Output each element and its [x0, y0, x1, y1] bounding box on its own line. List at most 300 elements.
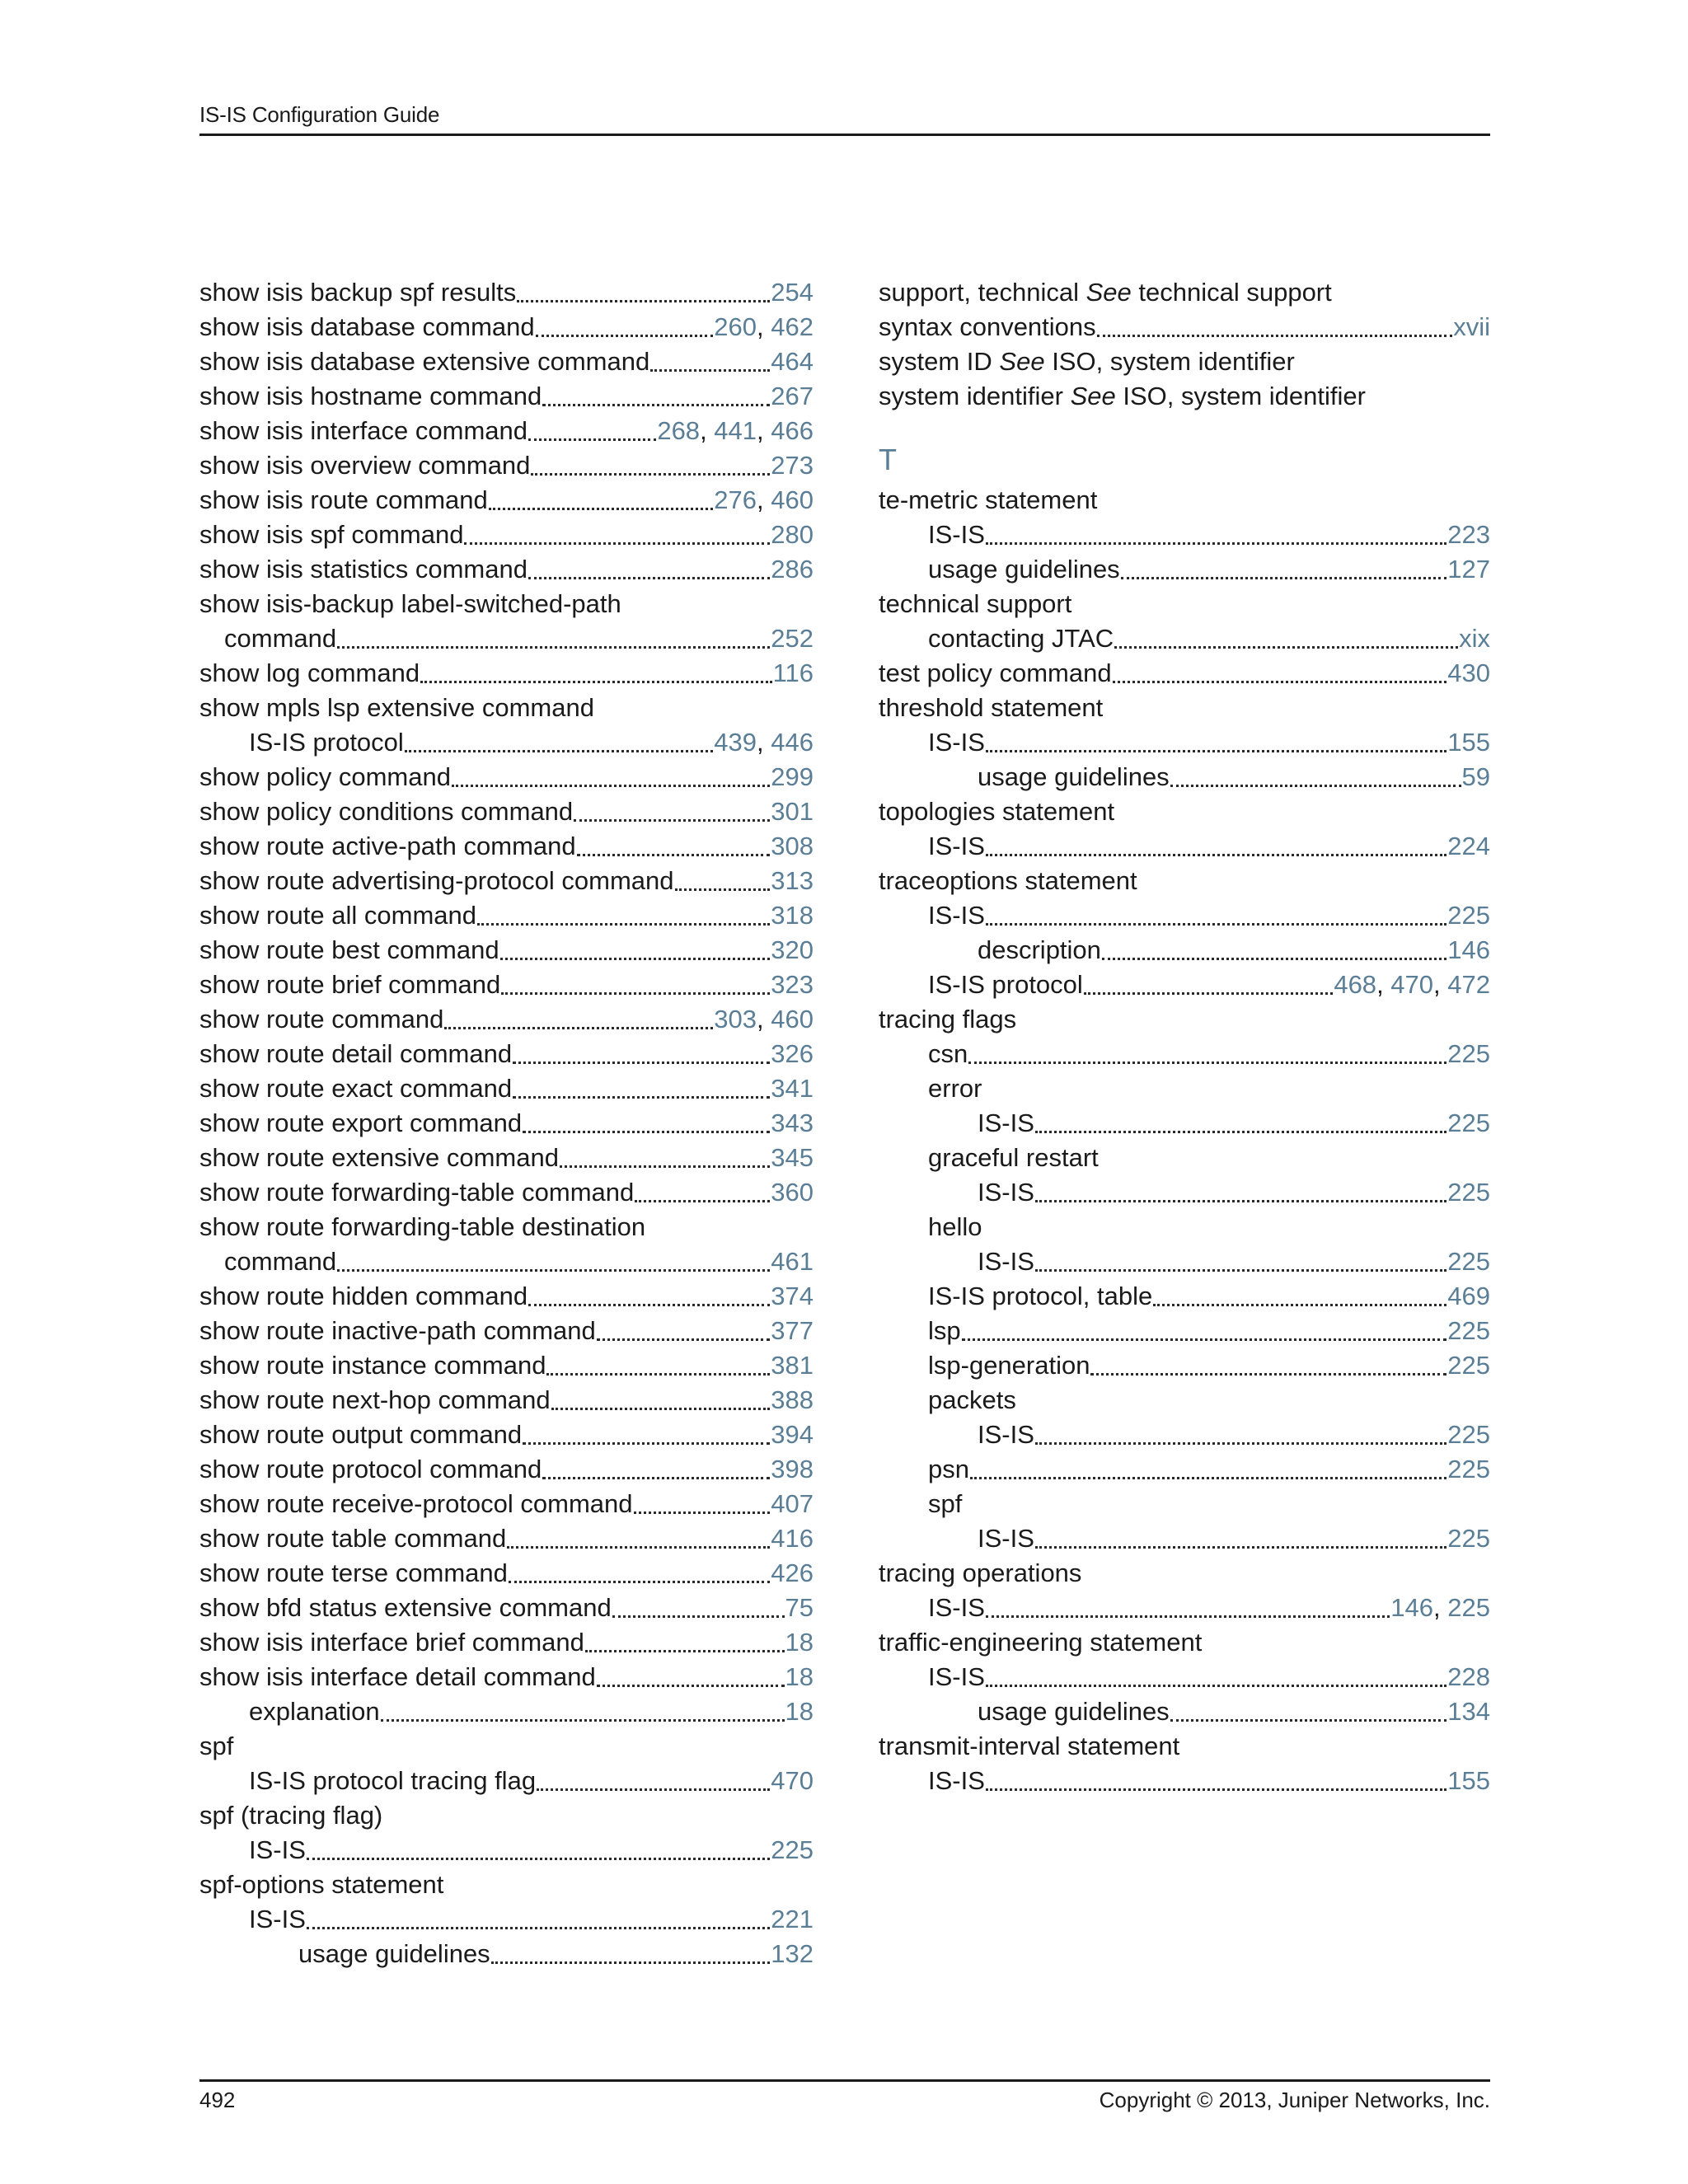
page-references — [785, 1625, 814, 1660]
index-entry-label: syntax conventions — [879, 312, 1096, 341]
page-references — [771, 1383, 814, 1418]
dot-leader — [597, 1338, 771, 1341]
index-entry-label: show route all command — [199, 901, 476, 930]
index-entry-label: show isis interface detail command — [199, 1662, 596, 1691]
running-header-title: IS-IS Configuration Guide — [199, 102, 440, 127]
index-entry-label: IS-IS protocol tracing flag — [249, 1766, 537, 1795]
page-link[interactable]: 268 — [657, 416, 701, 445]
dot-leader — [970, 1477, 1447, 1479]
index-entry — [199, 760, 814, 794]
dot-leader — [500, 958, 771, 960]
index-entry-label: system ID See ISO, system identifier — [879, 347, 1295, 376]
page-references — [771, 1521, 814, 1556]
dot-leader — [513, 1062, 770, 1064]
dot-leader — [528, 438, 656, 441]
page-link[interactable]: 146 — [1390, 1593, 1434, 1622]
index-entry-label: IS-IS — [978, 1178, 1034, 1207]
dot-leader — [501, 992, 770, 995]
index-entry-label: show mpls lsp extensive command — [199, 693, 594, 722]
page-link[interactable]: 221 — [771, 1905, 814, 1933]
index-entry-label: IS-IS — [249, 1905, 306, 1933]
page-link[interactable]: 225 — [1447, 1351, 1490, 1380]
page-link[interactable]: 276 — [714, 485, 757, 514]
page-link[interactable]: 460 — [771, 485, 814, 514]
index-entry-label: IS-IS — [249, 1835, 306, 1864]
index-entry-label: show route forwarding-table command — [199, 1178, 635, 1207]
dot-leader — [507, 1546, 770, 1549]
dot-leader — [1114, 646, 1458, 649]
page-references — [771, 379, 814, 414]
index-entry — [879, 552, 1490, 587]
index-entry — [199, 1348, 814, 1383]
index-entry-label: show route receive-protocol command — [199, 1489, 633, 1518]
index-entry — [199, 864, 814, 898]
index-entry-label: IS-IS — [978, 1247, 1034, 1276]
page-link[interactable]: 280 — [771, 520, 814, 549]
page-references — [771, 344, 814, 379]
page-references — [1447, 552, 1490, 587]
index-entry-label: show isis statistics command — [199, 555, 528, 583]
index-entry-label: csn — [928, 1039, 968, 1068]
see-reference: See — [1070, 382, 1116, 410]
page-link[interactable]: 303 — [714, 1005, 757, 1033]
page-references — [1447, 1037, 1490, 1071]
page-link[interactable]: 313 — [771, 866, 814, 895]
dot-leader — [635, 1200, 770, 1202]
page-link[interactable]: 116 — [772, 658, 814, 687]
index-entry — [879, 1244, 1490, 1279]
page-link[interactable]: 374 — [771, 1282, 814, 1310]
index-entry — [199, 1002, 814, 1037]
page-link[interactable]: 59 — [1461, 762, 1490, 791]
dot-leader — [523, 1131, 770, 1133]
index-entry — [879, 1591, 1490, 1625]
page-link[interactable]: 320 — [771, 935, 814, 964]
see-reference: See — [1085, 278, 1132, 307]
dot-leader — [574, 819, 770, 822]
page-link[interactable]: 146 — [1447, 935, 1490, 964]
dot-leader — [1035, 1442, 1447, 1445]
index-entry-label: show route detail command — [199, 1039, 513, 1068]
page-link[interactable]: 388 — [771, 1385, 814, 1414]
page-link[interactable]: 225 — [1447, 1247, 1490, 1276]
index-entry-label: show route advertising-protocol command — [199, 866, 674, 895]
page-link[interactable]: 225 — [1447, 1455, 1490, 1483]
page-references — [1447, 829, 1490, 864]
index-entry-label: show route hidden command — [199, 1282, 528, 1310]
page-references — [1447, 1452, 1490, 1487]
page-link[interactable]: 377 — [771, 1316, 814, 1345]
page-references: 439, 446 — [714, 728, 814, 757]
index-entry — [199, 1833, 814, 1868]
page-link[interactable]: 225 — [1447, 1039, 1490, 1068]
index-entry — [879, 518, 1490, 552]
page-references — [771, 1141, 814, 1175]
page-link[interactable]: 426 — [771, 1558, 814, 1587]
index-entry-label: show isis interface brief command — [199, 1628, 584, 1657]
page-references — [1447, 656, 1490, 691]
page-references — [1447, 1660, 1490, 1694]
page-references — [1447, 1348, 1490, 1383]
index-entry — [879, 1452, 1490, 1487]
dot-leader — [986, 854, 1447, 856]
page-references — [771, 760, 814, 794]
page-link[interactable]: 360 — [771, 1178, 814, 1207]
page-link[interactable]: 267 — [771, 382, 814, 410]
index-entry-label: lsp-generation — [928, 1351, 1090, 1380]
page-references — [1447, 1521, 1490, 1556]
index-entry — [199, 898, 814, 933]
index-entry — [879, 1071, 1490, 1106]
dot-leader — [381, 1719, 785, 1722]
index-entry-label: IS-IS — [928, 1766, 985, 1795]
index-entry — [879, 1487, 1490, 1521]
index-entry — [879, 1418, 1490, 1452]
page-references — [771, 864, 814, 898]
page-references — [771, 968, 814, 1002]
page-references — [771, 1348, 814, 1383]
index-entry — [199, 275, 814, 310]
index-entry-label: IS-IS protocol — [928, 970, 1083, 999]
page-link[interactable]: 225 — [1447, 1316, 1490, 1345]
index-entry-label: IS-IS protocol, table — [928, 1282, 1153, 1310]
dot-leader — [523, 1442, 770, 1445]
index-entry — [879, 829, 1490, 864]
dot-leader — [337, 1269, 770, 1272]
page-references — [771, 1037, 814, 1071]
index-entry-label: show isis-backup label-switched-path — [199, 589, 621, 618]
index-entry — [199, 379, 814, 414]
page-references — [771, 1556, 814, 1591]
index-entry — [199, 1521, 814, 1556]
index-entry-label: show isis interface command — [199, 416, 528, 445]
page-references — [1447, 1244, 1490, 1279]
index-entry — [879, 1660, 1490, 1694]
page-link[interactable]: 228 — [1447, 1662, 1490, 1691]
page-references — [1447, 725, 1490, 760]
page-references — [1447, 1764, 1490, 1798]
index-entry — [199, 1037, 814, 1071]
page-link[interactable]: 273 — [771, 451, 814, 480]
page-link[interactable]: 134 — [1447, 1697, 1490, 1726]
page-link[interactable]: 341 — [771, 1074, 814, 1103]
dot-leader — [464, 542, 770, 545]
index-entry — [879, 1383, 1490, 1418]
page-link[interactable]: 225 — [1447, 1593, 1490, 1622]
dot-leader — [675, 888, 771, 891]
page-link[interactable]: 155 — [1447, 728, 1490, 757]
index-entry-label: traffic-engineering statement — [879, 1628, 1203, 1657]
index-entry-label: IS-IS — [928, 1593, 985, 1622]
page-link[interactable]: 127 — [1447, 555, 1490, 583]
page-link[interactable]: 254 — [771, 278, 814, 307]
index-entry — [199, 587, 814, 621]
index-entry-label: spf (tracing flag) — [199, 1801, 383, 1830]
index-entry-label: support, technical See technical support — [879, 278, 1332, 307]
index-entry — [879, 621, 1490, 656]
page-link[interactable]: 18 — [785, 1662, 814, 1691]
page-link[interactable]: 225 — [1447, 1524, 1490, 1553]
page-references — [771, 1418, 814, 1452]
index-entry — [199, 621, 814, 656]
page-link[interactable]: 252 — [771, 624, 814, 653]
page-references — [773, 656, 814, 691]
index-entry-label: show route instance command — [199, 1351, 546, 1380]
page-references — [771, 518, 814, 552]
page-link[interactable]: 308 — [771, 832, 814, 860]
index-entry-label: show route active-path command — [199, 832, 576, 860]
page-references — [771, 794, 814, 829]
dot-leader — [513, 1096, 770, 1099]
index-entry — [199, 1314, 814, 1348]
page-references — [1447, 518, 1490, 552]
index-entry-label: show route command — [199, 1005, 444, 1033]
index-entry-label: show policy command — [199, 762, 451, 791]
page-link[interactable]: 407 — [771, 1489, 814, 1518]
page-link[interactable]: 225 — [1447, 1108, 1490, 1137]
index-entry — [199, 344, 814, 379]
index-entry — [879, 1141, 1490, 1175]
dot-leader — [489, 508, 714, 510]
dot-leader — [577, 854, 771, 856]
page-link[interactable]: 225 — [1447, 901, 1490, 930]
page-link[interactable]: 223 — [1447, 520, 1490, 549]
index-entry-label: packets — [928, 1385, 1016, 1414]
page-link[interactable]: 75 — [785, 1593, 814, 1622]
page-link[interactable]: 18 — [785, 1697, 814, 1726]
dot-leader — [986, 923, 1447, 926]
index-entry — [199, 968, 814, 1002]
index-entry-label: show isis route command — [199, 485, 488, 514]
dot-leader — [537, 1788, 770, 1791]
index-entry-label: IS-IS — [928, 1662, 985, 1691]
page-link[interactable]: 326 — [771, 1039, 814, 1068]
page-link[interactable]: 466 — [771, 416, 814, 445]
page-references — [771, 448, 814, 483]
page-references — [771, 1279, 814, 1314]
page-references — [1447, 1106, 1490, 1141]
page-link[interactable]: 225 — [1447, 1178, 1490, 1207]
index-entry — [879, 483, 1490, 518]
index-entry-label: usage guidelines — [298, 1939, 490, 1968]
dot-leader — [986, 1615, 1390, 1618]
page-link[interactable]: 460 — [771, 1005, 814, 1033]
index-entry-label: technical support — [879, 589, 1072, 618]
page-link[interactable]: 439 — [714, 728, 757, 757]
page-references — [785, 1660, 814, 1694]
page-link[interactable]: 299 — [771, 762, 814, 791]
page-references — [771, 621, 814, 656]
page-link[interactable]: 343 — [771, 1108, 814, 1137]
index-entry — [199, 1591, 814, 1625]
page-link[interactable]: 446 — [771, 728, 814, 757]
page-link[interactable]: xvii — [1453, 312, 1490, 341]
index-entry-label: show route best command — [199, 935, 499, 964]
index-entry — [199, 1175, 814, 1210]
index-entry — [879, 1348, 1490, 1383]
index-entry-label: show isis database extensive command — [199, 347, 650, 376]
index-entry — [879, 379, 1490, 414]
index-entry-label: show route export command — [199, 1108, 523, 1137]
index-entry — [199, 1279, 814, 1314]
page-references: 468, 470, 472 — [1334, 970, 1490, 999]
dot-leader — [634, 1511, 771, 1514]
index-entry-label: show route extensive command — [199, 1143, 559, 1172]
page-link[interactable]: 398 — [771, 1455, 814, 1483]
dot-leader — [1035, 1131, 1447, 1133]
dot-leader — [1170, 1719, 1447, 1722]
page-link[interactable]: 461 — [771, 1247, 814, 1276]
page-link[interactable]: 286 — [771, 555, 814, 583]
index-entry-label: IS-IS — [928, 520, 985, 549]
index-entry-label: IS-IS — [928, 728, 985, 757]
index-entry — [879, 1521, 1490, 1556]
page-link[interactable]: 472 — [1447, 970, 1490, 999]
dot-leader — [1035, 1200, 1447, 1202]
page-references: 276, 460 — [714, 485, 814, 514]
index-entry — [879, 1729, 1490, 1764]
index-entry-label: IS-IS — [928, 832, 985, 860]
page-link[interactable]: xix — [1459, 624, 1490, 653]
page-link[interactable]: 416 — [771, 1524, 814, 1553]
dot-leader — [452, 785, 770, 787]
page-link[interactable]: 470 — [771, 1766, 814, 1795]
page-references: 268, 441, 466 — [657, 416, 814, 445]
dot-leader — [1035, 1269, 1447, 1272]
page-link[interactable]: 132 — [771, 1939, 814, 1968]
page-references: 303, 460 — [714, 1005, 814, 1033]
dot-leader — [517, 300, 770, 302]
page-references — [771, 1452, 814, 1487]
index-entry — [879, 933, 1490, 968]
page-references — [771, 1244, 814, 1279]
page-references — [1447, 1279, 1490, 1314]
index-entry-label: show isis hostname command — [199, 382, 542, 410]
page-references — [771, 1902, 814, 1937]
dot-leader — [405, 750, 713, 752]
page-link[interactable]: 318 — [771, 901, 814, 930]
dot-leader — [986, 1788, 1447, 1791]
index-entry — [879, 656, 1490, 691]
index-entry-label: tracing flags — [879, 1005, 1017, 1033]
index-entry-label: command — [224, 1247, 337, 1276]
page-link[interactable]: 323 — [771, 970, 814, 999]
page-link[interactable]: 225 — [771, 1835, 814, 1864]
dot-leader — [337, 646, 770, 649]
index-entry — [879, 1279, 1490, 1314]
page-link[interactable]: 469 — [1447, 1282, 1490, 1310]
page-references — [1459, 621, 1490, 656]
page-link[interactable]: 260 — [714, 312, 757, 341]
page-link[interactable]: 301 — [771, 797, 814, 826]
index-entry-label: IS-IS — [978, 1524, 1034, 1553]
see-reference: See — [999, 347, 1045, 376]
dot-leader — [1102, 958, 1447, 960]
index-entry-label: show isis spf command — [199, 520, 464, 549]
index-entry-label: show route next-hop command — [199, 1385, 551, 1414]
page-link[interactable]: 381 — [771, 1351, 814, 1380]
page-link[interactable]: 462 — [771, 312, 814, 341]
dot-leader — [1097, 335, 1453, 337]
page-references — [1447, 1694, 1490, 1729]
dot-leader — [612, 1615, 785, 1618]
index-entry-label: show isis database command — [199, 312, 535, 341]
page-references — [771, 898, 814, 933]
index-entry-label: graceful restart — [928, 1143, 1099, 1172]
index-entry — [199, 933, 814, 968]
page-link[interactable]: 225 — [1447, 1420, 1490, 1449]
page-link[interactable]: 430 — [1447, 658, 1490, 687]
index-group-t — [879, 483, 1490, 1798]
index-entry-label: tracing operations — [879, 1558, 1082, 1587]
page-references — [771, 829, 814, 864]
index-entry — [879, 1764, 1490, 1798]
index-entry — [199, 1418, 814, 1452]
page-link[interactable]: 345 — [771, 1143, 814, 1172]
dot-leader — [307, 1927, 770, 1929]
index-column-right — [879, 275, 1490, 1798]
index-entry — [199, 518, 814, 552]
page-references — [771, 933, 814, 968]
index-entry-label: threshold statement — [879, 693, 1104, 722]
index-entry — [199, 1764, 814, 1798]
index-entry — [199, 1937, 814, 1971]
page-link[interactable]: 155 — [1447, 1766, 1490, 1795]
index-entry-label: IS-IS — [978, 1420, 1034, 1449]
index-entry-label: lsp — [928, 1316, 961, 1345]
page-link[interactable]: 394 — [771, 1420, 814, 1449]
index-entry-label: spf-options statement — [199, 1870, 444, 1899]
page-link[interactable]: 18 — [785, 1628, 814, 1657]
dot-leader — [986, 1685, 1447, 1687]
page-link[interactable]: 468 — [1334, 970, 1377, 999]
index-entry-label: hello — [928, 1212, 982, 1241]
index-entry — [199, 1071, 814, 1106]
index-group-s-continued — [879, 275, 1490, 414]
index-entry — [199, 552, 814, 587]
dot-leader — [650, 369, 770, 372]
index-entry-label: show isis backup spf results — [199, 278, 517, 307]
index-entry — [199, 829, 814, 864]
index-entry-label: spf — [928, 1489, 963, 1518]
index-entry — [879, 725, 1490, 760]
page-link[interactable]: 441 — [714, 416, 757, 445]
index-entry — [199, 1729, 814, 1764]
index-entry — [199, 1487, 814, 1521]
index-entry — [199, 310, 814, 344]
index-entry — [199, 1210, 814, 1244]
index-entry — [199, 1902, 814, 1937]
index-entry — [879, 1175, 1490, 1210]
page-link[interactable]: 464 — [771, 347, 814, 376]
index-entry — [199, 1556, 814, 1591]
dot-leader — [986, 750, 1447, 752]
index-entry-label: IS-IS protocol — [249, 728, 404, 757]
index-entry-label: description — [978, 935, 1101, 964]
page-references — [1447, 1418, 1490, 1452]
index-entry — [879, 1314, 1490, 1348]
page-link[interactable]: 224 — [1447, 832, 1490, 860]
page-link[interactable]: 470 — [1390, 970, 1434, 999]
index-entry-label: show route inactive-path command — [199, 1316, 596, 1345]
index-entry — [879, 968, 1490, 1002]
index-entry — [879, 760, 1490, 794]
index-entry — [879, 1002, 1490, 1037]
index-entry — [879, 1037, 1490, 1071]
index-entry — [199, 691, 814, 725]
index-entry — [879, 898, 1490, 933]
copyright-notice: Copyright © 2013, Juniper Networks, Inc. — [1099, 2088, 1490, 2112]
